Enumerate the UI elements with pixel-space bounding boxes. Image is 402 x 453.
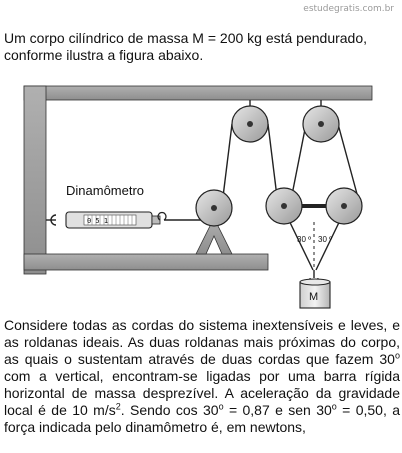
lower-left-pulley xyxy=(266,188,302,224)
question-part-3: . Sendo cos 30 xyxy=(120,402,219,418)
ceiling-beam xyxy=(24,86,372,100)
degree-sup-1: o xyxy=(394,350,400,361)
angle-right-label: 30 º xyxy=(318,235,333,244)
question-part-4: = 0,87 e sen 30 xyxy=(223,402,332,418)
question-text xyxy=(4,317,400,436)
stand-pulley xyxy=(196,190,232,226)
question-part-5: = 0,50, a força indicada pelo dinamômetro é, em newtons, xyxy=(4,402,400,435)
floor-beam xyxy=(24,254,268,270)
dynamometer-scale: 0 5 1 xyxy=(87,217,109,225)
degree-sup-2: o xyxy=(218,401,224,412)
question-part-1: Considere todas as cordas do sistema inextensíveis e leves, e as roldanas ideais. As duas roldanas mais próximas do corpo, as quais o sustentam através de duas cordas que fazem 30 xyxy=(4,317,400,367)
dynamometer-label: Dinamômetro xyxy=(66,183,145,198)
top-right-pulley xyxy=(303,106,339,142)
angle-left-label: 30 º xyxy=(297,235,312,244)
square-sup: 2 xyxy=(115,401,121,412)
watermark: estudegratis.com.br xyxy=(303,4,394,14)
intro-text: Um corpo cilíndrico de massa M = 200 kg está pendurado, conforme ilustra a figura abaixo. xyxy=(4,30,368,63)
question-part-2: com a vertical, encontram-se ligadas por uma barra rígida horizontal de massa desprezível. A aceleração da gravidade local é de 10 m/s xyxy=(4,368,400,418)
left-wall xyxy=(24,86,46,274)
lower-right-pulley xyxy=(326,188,362,224)
mass-label: M xyxy=(309,291,319,303)
degree-sup-3: o xyxy=(331,401,337,412)
top-left-pulley xyxy=(232,106,268,142)
